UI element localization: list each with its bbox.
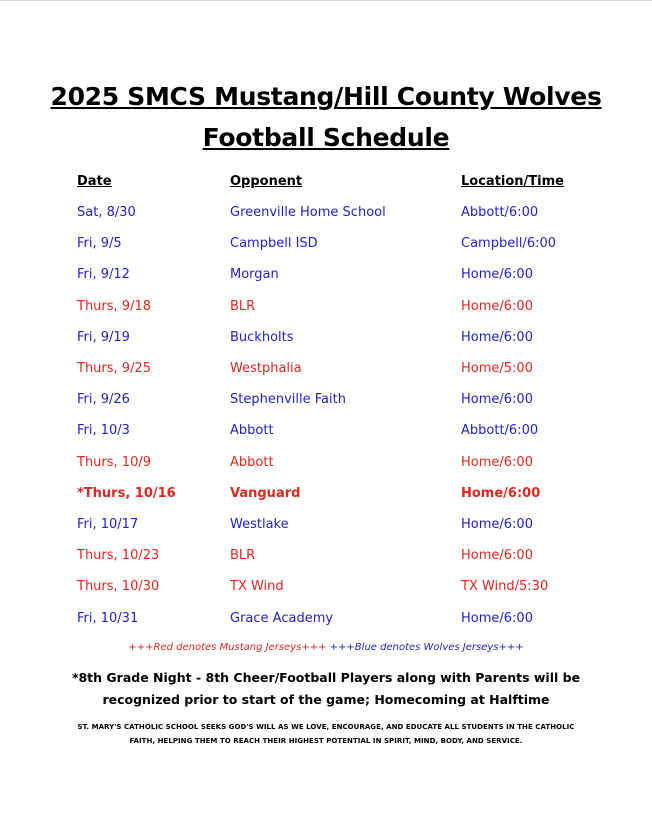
game-opponent: Westlake: [230, 517, 289, 532]
game-date: Fri, 9/26: [77, 392, 130, 408]
game-location-time: Abbott/6:00: [461, 423, 539, 439]
game-location-time: Home/5:00: [461, 361, 533, 376]
page-top-border: [0, 0, 652, 1]
game-date: Thurs, 9/25: [77, 361, 151, 376]
game-location-time: TX Wind/5:30: [461, 579, 549, 595]
schedule-row: [0, 205, 652, 225]
game-opponent: Campbell ISD: [230, 236, 318, 252]
game-date: Fri, 10/17: [77, 517, 139, 532]
game-opponent: Abbott: [230, 454, 274, 470]
game-date: Fri, 10/31: [77, 610, 139, 626]
game-location-time: Home/6:00: [461, 454, 533, 470]
column-header-location: Location/Time: [461, 174, 564, 189]
game-date: Fri, 10/3: [77, 423, 130, 439]
schedule-row: [0, 548, 652, 568]
schedule-row: [0, 330, 652, 350]
schedule-row: [0, 486, 652, 506]
schedule-row: [0, 236, 652, 256]
schedule-row: [0, 392, 652, 412]
game-location-time: Abbott/6:00: [461, 205, 539, 220]
schedule-row: [0, 267, 652, 287]
game-date: Thurs, 10/30: [77, 579, 160, 595]
schedule-row: [0, 517, 652, 537]
schedule-row: [0, 423, 652, 443]
game-date: Thurs, 10/23: [77, 548, 160, 564]
game-date: Fri, 9/5: [77, 236, 122, 252]
game-opponent: Westphalia: [230, 361, 302, 376]
jersey-legend: [0, 642, 652, 653]
game-date: Thurs, 10/9: [77, 454, 151, 470]
game-opponent: Abbott: [230, 423, 274, 439]
legend-red-text: +++Red denotes Mustang Jerseys+++: [128, 642, 327, 653]
game-opponent: BLR: [230, 298, 256, 314]
schedule-row: [0, 579, 652, 599]
game-opponent: Morgan: [230, 267, 279, 283]
game-location-time: Home/6:00: [461, 267, 533, 283]
schedule-row: [0, 455, 652, 475]
game-location-time: Campbell/6:00: [461, 236, 557, 252]
game-opponent: BLR: [230, 548, 256, 564]
eighth-grade-note-line1: *8th Grade Night - 8th Cheer/Football Players along with Parents will be: [71, 670, 581, 685]
game-location-time: Home/6:00: [461, 517, 533, 532]
page-subtitle: Football Schedule: [202, 123, 450, 152]
mission-statement-line1: ST. MARY'S CATHOLIC SCHOOL SEEKS GOD'S WILL AS WE LOVE, ENCOURAGE, AND EDUCATE ALL STUDENTS IN THE CATHOLIC: [77, 723, 575, 731]
game-date: Fri, 9/19: [77, 329, 130, 345]
game-location-time: Home/6:00: [461, 485, 541, 501]
schedule-row: [0, 299, 652, 319]
game-opponent: Greenville Home School: [230, 205, 386, 220]
game-date: Thurs, 9/18: [77, 298, 151, 314]
game-location-time: Home/6:00: [461, 392, 533, 408]
schedule-row: [0, 361, 652, 381]
mission-statement-line2: FAITH, HELPING THEM TO REACH THEIR HIGHEST POTENTIAL IN SPIRIT, MIND, BODY, AND SERVICE.: [129, 737, 523, 745]
game-opponent: Grace Academy: [230, 610, 334, 626]
game-opponent: Buckholts: [230, 329, 294, 345]
game-location-time: Home/6:00: [461, 610, 533, 626]
game-location-time: Home/6:00: [461, 548, 533, 564]
game-location-time: Home/6:00: [461, 298, 533, 314]
game-opponent: TX Wind: [230, 579, 284, 595]
column-header-opponent: Opponent: [230, 174, 303, 189]
game-opponent: Stephenville Faith: [230, 392, 346, 408]
game-opponent: Vanguard: [230, 485, 301, 501]
legend-blue-text: +++Blue denotes Wolves Jerseys+++: [329, 642, 524, 653]
eighth-grade-note-line2: recognized prior to start of the game; Homecoming at Halftime: [102, 692, 550, 707]
game-date: Fri, 9/12: [77, 267, 130, 283]
game-date: *Thurs, 10/16: [77, 485, 176, 501]
schedule-row: [0, 611, 652, 631]
column-header-date: Date: [77, 174, 112, 189]
game-date: Sat, 8/30: [77, 205, 136, 220]
page-title: 2025 SMCS Mustang/Hill County Wolves: [50, 82, 602, 111]
game-location-time: Home/6:00: [461, 329, 533, 345]
